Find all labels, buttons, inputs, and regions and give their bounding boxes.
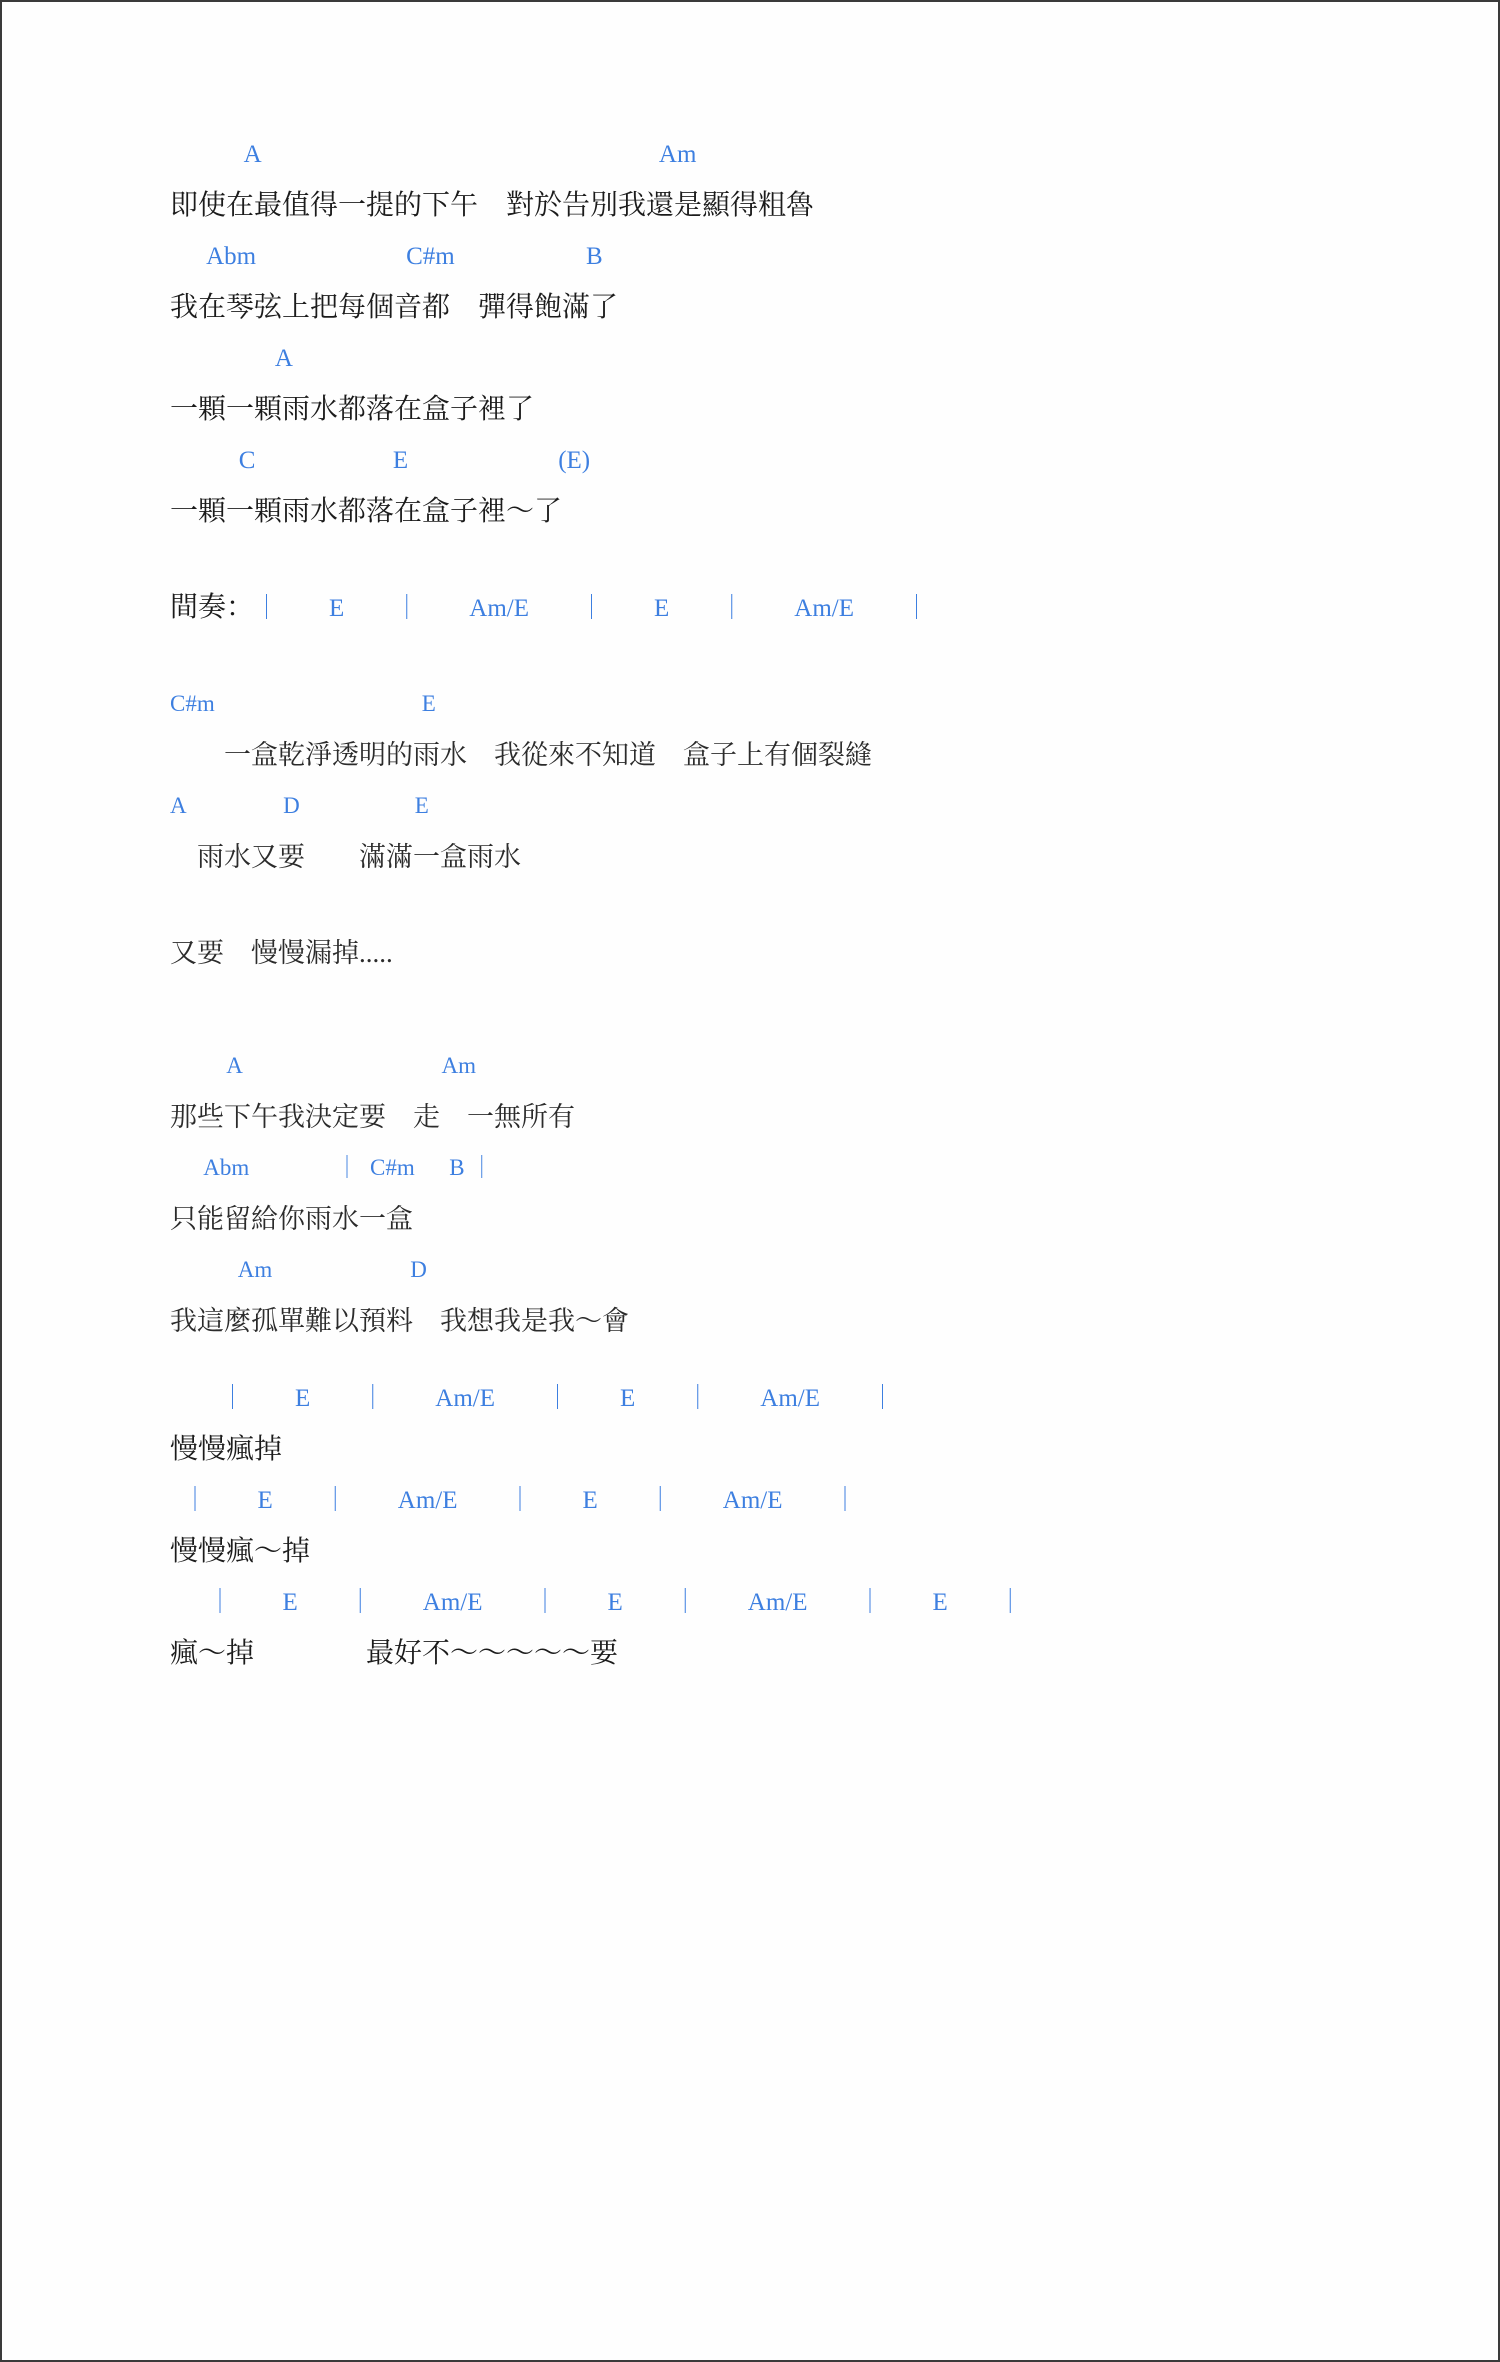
chord-line: ｜ E ｜ Am/E ｜ E ｜ Am/E ｜ E ｜: [170, 1589, 1023, 1616]
chord-line: A Am: [170, 141, 697, 168]
lyric-line: 一顆一顆雨水都落在盒子裡了: [170, 394, 535, 425]
chord-line: Am D: [170, 1257, 427, 1282]
chord-line: A: [170, 345, 293, 372]
chord-line: Abm ｜ C#m B ｜: [170, 1155, 494, 1180]
interlude-chords: ｜ E ｜ Am/E ｜ E ｜ Am/E ｜: [254, 595, 929, 622]
lyric-line: 我這麼孤單難以預料 我想我是我～會: [170, 1306, 629, 1336]
chord-line: ｜ E ｜ Am/E ｜ E ｜ Am/E ｜: [170, 1385, 895, 1412]
chord-line: Abm C#m B: [170, 243, 603, 270]
interlude-label: 間奏：: [170, 592, 255, 623]
chord-line: A Am: [170, 1053, 477, 1078]
lyric-line: 即使在最值得一提的下午 對於告別我還是顯得粗魯: [170, 190, 815, 221]
lyric-line: 一盒乾淨透明的雨水 我從來不知道 盒子上有個裂縫: [170, 740, 872, 770]
lyric-line: 慢慢瘋～掉: [170, 1536, 311, 1567]
chord-line: C E (E): [170, 447, 591, 474]
lyric-line: 慢慢瘋掉: [170, 1434, 283, 1465]
section-spacer: [170, 1360, 1350, 1386]
section-spacer: [170, 992, 1350, 1054]
interlude-line: [170, 594, 1350, 648]
section-spacer: [170, 648, 1350, 692]
chord-line: A D E: [170, 793, 429, 818]
lyric-line: 雨水又要 滿滿一盒雨水: [170, 842, 521, 872]
lyric-line: 瘋～掉 最好不～～～～～要: [170, 1638, 619, 1669]
lyric-line: 又要 慢慢漏掉.....: [170, 938, 393, 968]
chord-sheet-content: [170, 142, 1350, 1692]
section-spacer: [170, 550, 1350, 594]
lyric-line: 我在琴弦上把每個音都 彈得飽滿了: [170, 292, 619, 323]
lyric-line: 只能留給你雨水一盒: [170, 1204, 413, 1234]
lyric-line: 一顆一顆雨水都落在盒子裡～了: [170, 496, 563, 527]
chord-line: C#m E: [170, 691, 436, 716]
chord-line: ｜ E ｜ Am/E ｜ E ｜ Am/E ｜: [170, 1487, 858, 1514]
lyric-line: 那些下午我決定要 走 一無所有: [170, 1102, 575, 1132]
section-spacer: [170, 896, 1350, 940]
